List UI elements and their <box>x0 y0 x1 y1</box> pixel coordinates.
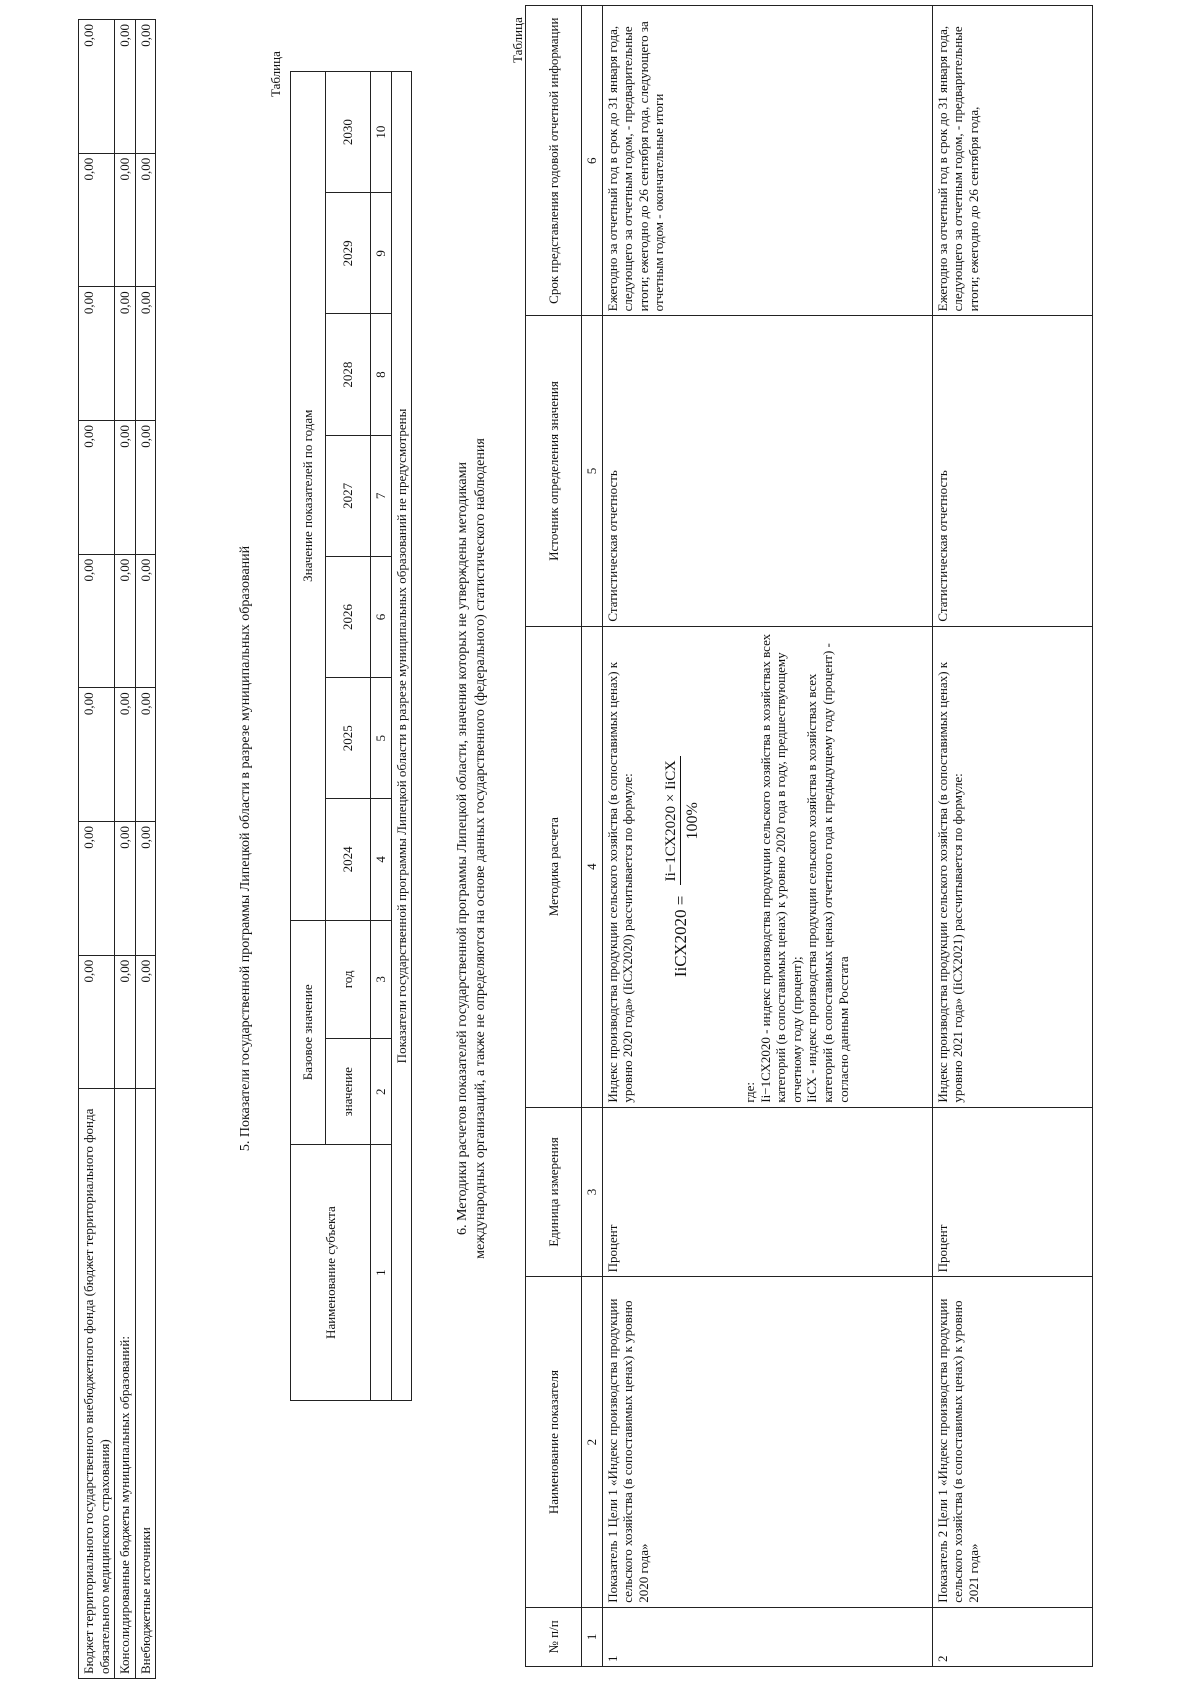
unit-cell: Процент <box>932 1107 1092 1277</box>
year-cell: 2029 <box>326 193 371 314</box>
section5-table-label: Таблица <box>268 51 283 97</box>
col-num: 2 <box>371 1039 392 1145</box>
table-cell: 0,00 <box>115 822 136 956</box>
row-num: 1 <box>602 1607 932 1666</box>
table-cell: 0,00 <box>135 822 156 956</box>
table-cell: 0,00 <box>79 554 115 688</box>
section5-title: 5. Показатели государственной программы Липецкой области в разрезе муниципальных образований <box>238 545 253 1152</box>
indicator-name: Показатель 2 Цели 1 «Индекс производства продукции сельского хозяйства (в сопоставимых ценах) к уровню 2021 года» <box>932 1277 1092 1607</box>
col-num: 1 <box>582 1607 603 1666</box>
formula <box>662 631 702 1103</box>
header-cell: Срок представления годовой отчетной информации <box>526 6 582 316</box>
table-cell: 0,00 <box>135 20 156 154</box>
table-cell: 0,00 <box>79 20 115 154</box>
col-num: 7 <box>371 435 392 556</box>
table-row <box>79 20 115 1679</box>
table-cell: 0,00 <box>135 287 156 421</box>
col-num: 6 <box>371 556 392 677</box>
table-cell: 0,00 <box>135 153 156 287</box>
col-num: 3 <box>371 920 392 1039</box>
table-cell: 0,00 <box>115 287 136 421</box>
budget-row-label: Консолидированные бюджеты муниципальных образований: <box>115 1089 136 1679</box>
table-cell: 0,00 <box>115 20 136 154</box>
col-num: 4 <box>371 799 392 920</box>
budget-table <box>78 19 156 1679</box>
table-cell: 0,00 <box>79 421 115 555</box>
formula-fraction <box>662 756 702 885</box>
table-cell: 0,00 <box>135 688 156 822</box>
year-cell: 2025 <box>326 678 371 799</box>
table-cell: 0,00 <box>115 955 136 1089</box>
table-row <box>135 20 156 1679</box>
method-intro: Индекс производства продукции сельского хозяйства (в сопоставимых ценах) к уровню 2020 года» (IiСХ2020) рассчитывается по формуле: <box>604 661 636 1103</box>
definition-2: IiСХ - индекс производства продукции сельского хозяйства в хозяйствах всех категорий (в сопоставимых ценах) отчетного года к предыдущему году (процент) - согласно данным Росстата <box>804 643 851 1103</box>
col-num: 4 <box>582 626 603 1107</box>
header-cell: № п/п <box>526 1607 582 1666</box>
method-cell <box>602 626 932 1107</box>
year-cell: 2030 <box>326 72 371 193</box>
formula-numerator: Ii−1СХ2020 × IiСХ <box>662 756 681 885</box>
section6-table-label: Таблица <box>510 17 525 63</box>
head-subject: Наименование субъекта <box>291 1145 371 1401</box>
col-num: 3 <box>582 1107 603 1277</box>
head-base: Базовое значение <box>291 920 326 1145</box>
year-cell: 2026 <box>326 556 371 677</box>
header-cell: Наименование показателя <box>526 1277 582 1607</box>
year-cell: 2027 <box>326 435 371 556</box>
table-row <box>115 20 136 1679</box>
table-cell: 0,00 <box>79 688 115 822</box>
budget-row-label: Бюджет территориального государственного внебюджетного фонда (бюджет территориального фонда обязательного медицинского страхования) <box>79 1089 115 1679</box>
source-cell: Статистическая отчетность <box>932 316 1092 626</box>
table-row <box>602 6 932 1667</box>
header-cell: Методика расчета <box>526 626 582 1107</box>
definition-1: Ii−1СХ2020 - индекс производства продукции сельского хозяйства в хозяйствах всех категорий (в сопоставимых ценах) к уровню 2020 года в году, предшествующему отчетному году (процент); <box>757 633 804 1103</box>
table-cell: 0,00 <box>115 688 136 822</box>
source-cell: Статистическая отчетность <box>602 316 932 626</box>
col-num: 5 <box>582 316 603 626</box>
table-cell: 0,00 <box>115 153 136 287</box>
section6-title-line1: 6. Методики расчетов показателей государственной программы Липецкой области, значения которых не утверждены методиками <box>455 462 470 1235</box>
header-cell: Единица измерения <box>526 1107 582 1277</box>
indicator-name: Показатель 1 Цели 1 «Индекс производства продукции сельского хозяйства (в сопоставимых ценах) к уровню 2020 года» <box>602 1277 932 1607</box>
table-cell: 0,00 <box>79 287 115 421</box>
header-cell: Источник определения значения <box>526 316 582 626</box>
year-cell: 2024 <box>326 799 371 920</box>
unit-cell: Процент <box>602 1107 932 1277</box>
head-by-years: Значение показателей по годам <box>291 72 326 921</box>
method-cell: Индекс производства продукции сельского хозяйства (в сопоставимых ценах) к уровню 2021 года» (IiСХ2021) рассчитывается по формуле: <box>932 626 1092 1107</box>
table-cell: 0,00 <box>135 421 156 555</box>
head-value: значение <box>326 1039 371 1145</box>
table-row <box>932 6 1092 1667</box>
col-num: 2 <box>582 1277 603 1607</box>
table-cell: 0,00 <box>135 554 156 688</box>
table-cell: 0,00 <box>115 554 136 688</box>
col-num: 6 <box>582 6 603 316</box>
table-cell: 0,00 <box>79 955 115 1089</box>
formula-lhs: IiСХ2020 = <box>670 895 690 978</box>
formula-denominator: 100% <box>683 802 701 840</box>
table-cell: 0,00 <box>79 822 115 956</box>
where-label: где: <box>741 1081 757 1103</box>
col-num: 8 <box>371 314 392 435</box>
col-num: 5 <box>371 678 392 799</box>
section6-table <box>525 5 1093 1667</box>
row-num: 2 <box>932 1607 1092 1666</box>
table-cell: 0,00 <box>79 153 115 287</box>
table-cell: 0,00 <box>135 955 156 1089</box>
col-num: 9 <box>371 193 392 314</box>
section5-note: Показатели государственной программы Липецкой области в разрезе муниципальных образований не предусмотрены <box>391 72 412 1401</box>
head-year: год <box>326 920 371 1039</box>
deadline-cell: Ежегодно за отчетный год в срок до 31 января года, следующего за отчетным годом, - предварительные итоги; ежегодно до 26 сентября года, <box>932 6 1092 316</box>
col-num: 10 <box>371 72 392 193</box>
year-cell: 2028 <box>326 314 371 435</box>
deadline-cell: Ежегодно за отчетный год в срок до 31 января года, следующего за отчетным годом, - предварительные итоги; ежегодно до 26 сентября года, следующего за отчетным годом - окончательные итоги <box>602 6 932 316</box>
table-cell: 0,00 <box>115 421 136 555</box>
section6-title-line2: международных организаций, а также не определяются на основе данных государственного (федерального) статистического наблюдения <box>473 438 488 1259</box>
section5-table <box>290 71 412 1401</box>
budget-row-label: Внебюджетные источники <box>135 1089 156 1679</box>
col-num: 1 <box>371 1145 392 1401</box>
